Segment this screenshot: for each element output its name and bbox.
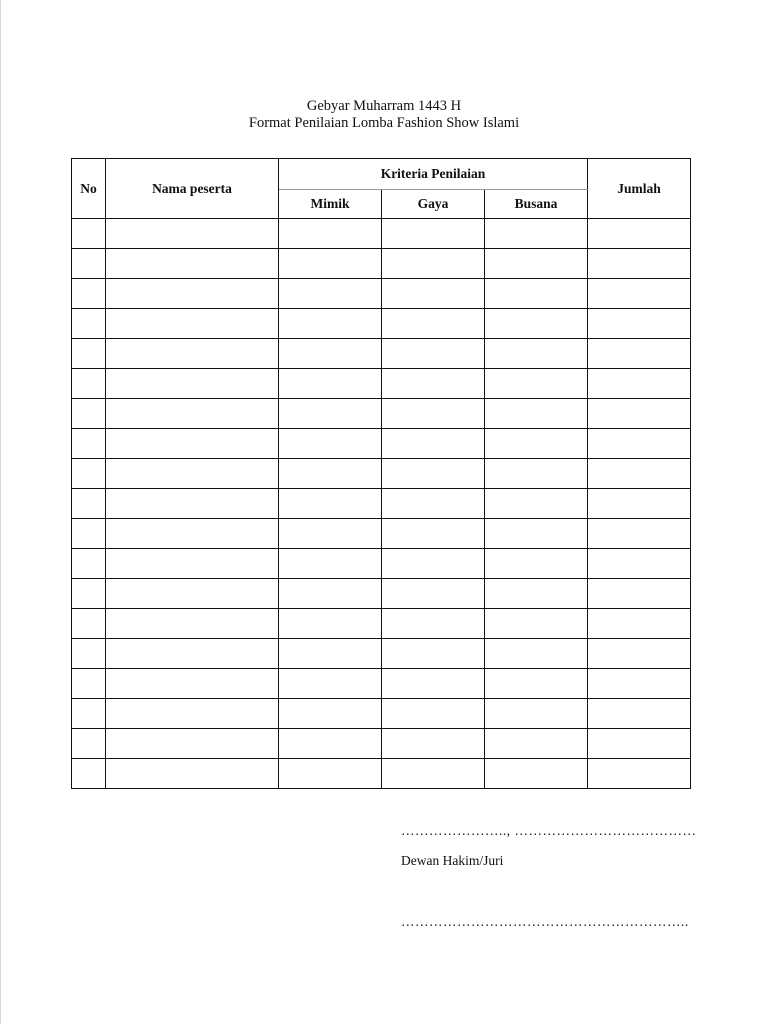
- table-row: [72, 369, 691, 399]
- header-criterion-mimik: Mimik: [279, 190, 382, 219]
- cell-busana: [485, 729, 588, 759]
- cell-no: [72, 339, 106, 369]
- cell-busana: [485, 609, 588, 639]
- cell-total: [588, 249, 691, 279]
- cell-mimik: [279, 489, 382, 519]
- cell-no: [72, 369, 106, 399]
- cell-total: [588, 609, 691, 639]
- cell-gaya: [382, 609, 485, 639]
- cell-participant-name: [106, 219, 279, 249]
- cell-no: [72, 669, 106, 699]
- cell-participant-name: [106, 519, 279, 549]
- cell-busana: [485, 549, 588, 579]
- signature-name-line: ……………………………………………………..: [401, 914, 689, 929]
- cell-gaya: [382, 309, 485, 339]
- document-title: [0, 98, 768, 132]
- cell-participant-name: [106, 369, 279, 399]
- cell-participant-name: [106, 549, 279, 579]
- signature-date-line: ………………….., …………………………………: [401, 823, 697, 838]
- cell-no: [72, 489, 106, 519]
- cell-total: [588, 429, 691, 459]
- cell-gaya: [382, 639, 485, 669]
- cell-participant-name: [106, 609, 279, 639]
- cell-mimik: [279, 249, 382, 279]
- table-row: [72, 549, 691, 579]
- cell-busana: [485, 759, 588, 789]
- cell-gaya: [382, 459, 485, 489]
- cell-busana: [485, 339, 588, 369]
- cell-mimik: [279, 399, 382, 429]
- header-criteria-group: Kriteria Penilaian: [279, 159, 588, 190]
- table-row: [72, 249, 691, 279]
- cell-mimik: [279, 579, 382, 609]
- cell-mimik: [279, 669, 382, 699]
- cell-busana: [485, 399, 588, 429]
- cell-total: [588, 549, 691, 579]
- header-participant-name: Nama peserta: [106, 159, 279, 219]
- cell-no: [72, 549, 106, 579]
- cell-total: [588, 489, 691, 519]
- cell-busana: [485, 699, 588, 729]
- table-row: [72, 729, 691, 759]
- table-row: [72, 699, 691, 729]
- cell-total: [588, 759, 691, 789]
- cell-gaya: [382, 339, 485, 369]
- cell-busana: [485, 369, 588, 399]
- cell-no: [72, 399, 106, 429]
- cell-mimik: [279, 309, 382, 339]
- table-row: [72, 429, 691, 459]
- cell-gaya: [382, 489, 485, 519]
- cell-participant-name: [106, 759, 279, 789]
- cell-no: [72, 249, 106, 279]
- cell-busana: [485, 639, 588, 669]
- cell-mimik: [279, 339, 382, 369]
- cell-no: [72, 759, 106, 789]
- cell-total: [588, 579, 691, 609]
- header-total: Jumlah: [588, 159, 691, 219]
- table-row: [72, 339, 691, 369]
- cell-no: [72, 429, 106, 459]
- table-row: [72, 279, 691, 309]
- form-title: Format Penilaian Lomba Fashion Show Islami: [248, 115, 520, 131]
- cell-busana: [485, 309, 588, 339]
- cell-mimik: [279, 429, 382, 459]
- cell-participant-name: [106, 249, 279, 279]
- cell-no: [72, 729, 106, 759]
- cell-gaya: [382, 219, 485, 249]
- cell-total: [588, 729, 691, 759]
- cell-total: [588, 699, 691, 729]
- cell-gaya: [382, 579, 485, 609]
- cell-busana: [485, 279, 588, 309]
- cell-gaya: [382, 249, 485, 279]
- cell-mimik: [279, 519, 382, 549]
- cell-mimik: [279, 219, 382, 249]
- cell-busana: [485, 669, 588, 699]
- cell-no: [72, 459, 106, 489]
- cell-busana: [485, 429, 588, 459]
- cell-mimik: [279, 729, 382, 759]
- table-row: [72, 579, 691, 609]
- table-row: [72, 759, 691, 789]
- table-row: [72, 519, 691, 549]
- cell-total: [588, 669, 691, 699]
- cell-participant-name: [106, 729, 279, 759]
- event-title: Gebyar Muharram 1443 H: [306, 98, 462, 114]
- cell-mimik: [279, 459, 382, 489]
- cell-gaya: [382, 699, 485, 729]
- scoring-table: [71, 158, 691, 789]
- cell-total: [588, 399, 691, 429]
- cell-participant-name: [106, 579, 279, 609]
- cell-gaya: [382, 669, 485, 699]
- cell-participant-name: [106, 399, 279, 429]
- cell-gaya: [382, 399, 485, 429]
- cell-gaya: [382, 369, 485, 399]
- cell-busana: [485, 249, 588, 279]
- cell-busana: [485, 489, 588, 519]
- cell-total: [588, 639, 691, 669]
- signature-role: Dewan Hakim/Juri: [401, 853, 504, 868]
- table-row: [72, 459, 691, 489]
- cell-gaya: [382, 759, 485, 789]
- header-criterion-busana: Busana: [485, 190, 588, 219]
- cell-gaya: [382, 429, 485, 459]
- header-criterion-gaya: Gaya: [382, 190, 485, 219]
- scoring-table-body: [72, 219, 691, 789]
- cell-no: [72, 579, 106, 609]
- cell-participant-name: [106, 669, 279, 699]
- cell-total: [588, 219, 691, 249]
- cell-total: [588, 339, 691, 369]
- cell-no: [72, 609, 106, 639]
- cell-total: [588, 459, 691, 489]
- cell-gaya: [382, 519, 485, 549]
- cell-no: [72, 519, 106, 549]
- cell-mimik: [279, 699, 382, 729]
- table-row: [72, 669, 691, 699]
- cell-mimik: [279, 279, 382, 309]
- cell-no: [72, 219, 106, 249]
- table-row: [72, 609, 691, 639]
- cell-total: [588, 309, 691, 339]
- cell-no: [72, 279, 106, 309]
- cell-busana: [485, 219, 588, 249]
- cell-gaya: [382, 729, 485, 759]
- cell-mimik: [279, 549, 382, 579]
- page-edge: [0, 0, 1, 1024]
- cell-participant-name: [106, 309, 279, 339]
- cell-participant-name: [106, 429, 279, 459]
- cell-mimik: [279, 369, 382, 399]
- cell-participant-name: [106, 489, 279, 519]
- cell-participant-name: [106, 459, 279, 489]
- cell-no: [72, 699, 106, 729]
- cell-participant-name: [106, 279, 279, 309]
- cell-busana: [485, 579, 588, 609]
- cell-total: [588, 519, 691, 549]
- table-row: [72, 639, 691, 669]
- cell-participant-name: [106, 639, 279, 669]
- cell-total: [588, 279, 691, 309]
- table-row: [72, 309, 691, 339]
- cell-gaya: [382, 549, 485, 579]
- cell-busana: [485, 459, 588, 489]
- table-row: [72, 219, 691, 249]
- header-no: No: [72, 159, 106, 219]
- cell-total: [588, 369, 691, 399]
- cell-mimik: [279, 639, 382, 669]
- cell-no: [72, 639, 106, 669]
- table-row: [72, 399, 691, 429]
- cell-participant-name: [106, 699, 279, 729]
- table-row: [72, 489, 691, 519]
- cell-mimik: [279, 609, 382, 639]
- cell-participant-name: [106, 339, 279, 369]
- cell-busana: [485, 519, 588, 549]
- cell-gaya: [382, 279, 485, 309]
- cell-no: [72, 309, 106, 339]
- cell-mimik: [279, 759, 382, 789]
